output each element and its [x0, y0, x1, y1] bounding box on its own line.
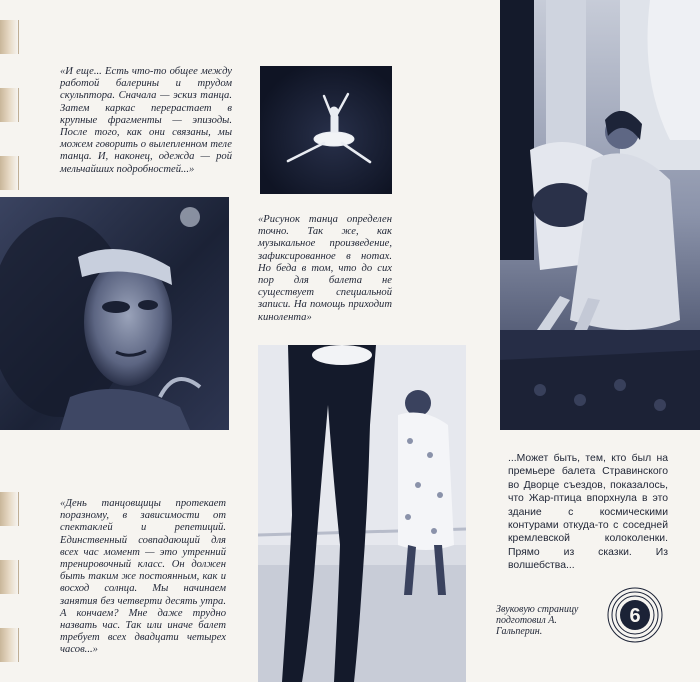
- binding-hole: [0, 492, 19, 526]
- quote-sculptor: «И еще... Есть что-то общее между работой балерины и трудом скульптора. Сначала — эскиз танца. Затем каркас перерастает в крупные фрагменты — эпизоды. После того, как они связаны, мы можем говорить о вылепленном теле танца. И, наконец, одежда — рой мельчайших подробностей...»: [60, 66, 232, 175]
- ballerina-leap-photo: [260, 66, 392, 194]
- binding-hole: [0, 628, 19, 662]
- rehearsal-photo: [258, 345, 466, 682]
- binding-hole: [0, 88, 19, 122]
- page-credit: Звуковую страницу подготовил А. Гальперин.: [496, 604, 579, 637]
- firebird-caption: ...Может быть, тем, кто был на премьере балета Стравинского во Дворце съездов, показалось, что Жар-птица впорхнула в это здание с космическими контурами откуда-то с соседней кремлевской колоколенки. Прямо из сказки. Из волшебства...: [508, 453, 668, 572]
- sound-disc-icon: [606, 586, 664, 644]
- binding-hole: [0, 20, 19, 54]
- quote-dance-notation: «Рисунок танца определен точно. Так же, как музыкальное произведение, зафиксированное в нотах. Но беда в том, что до сих пор для балета не существует специальной записи. На помощь приходит кинолента»: [258, 214, 392, 323]
- binding-hole: [0, 156, 19, 190]
- quote-dancer-day: «День танцовщицы протекает поразному, в зависимости от спектаклей и репетиций. Единственный совпадающий для всех час момент — это утренний тренировочный класс. Он должен быть таким же постоянным, как и восход солнца. Мы начинаем занятия без четверти десять утра. А кончаем? Мне даже трудно назвать час. Так или иначе балет требует всех двадцати четырех часов...»: [60, 498, 226, 656]
- binding-hole: [0, 560, 19, 594]
- dressing-room-photo: [500, 0, 700, 430]
- dancer-face-photo: [0, 197, 229, 430]
- page-number: 6: [629, 605, 641, 627]
